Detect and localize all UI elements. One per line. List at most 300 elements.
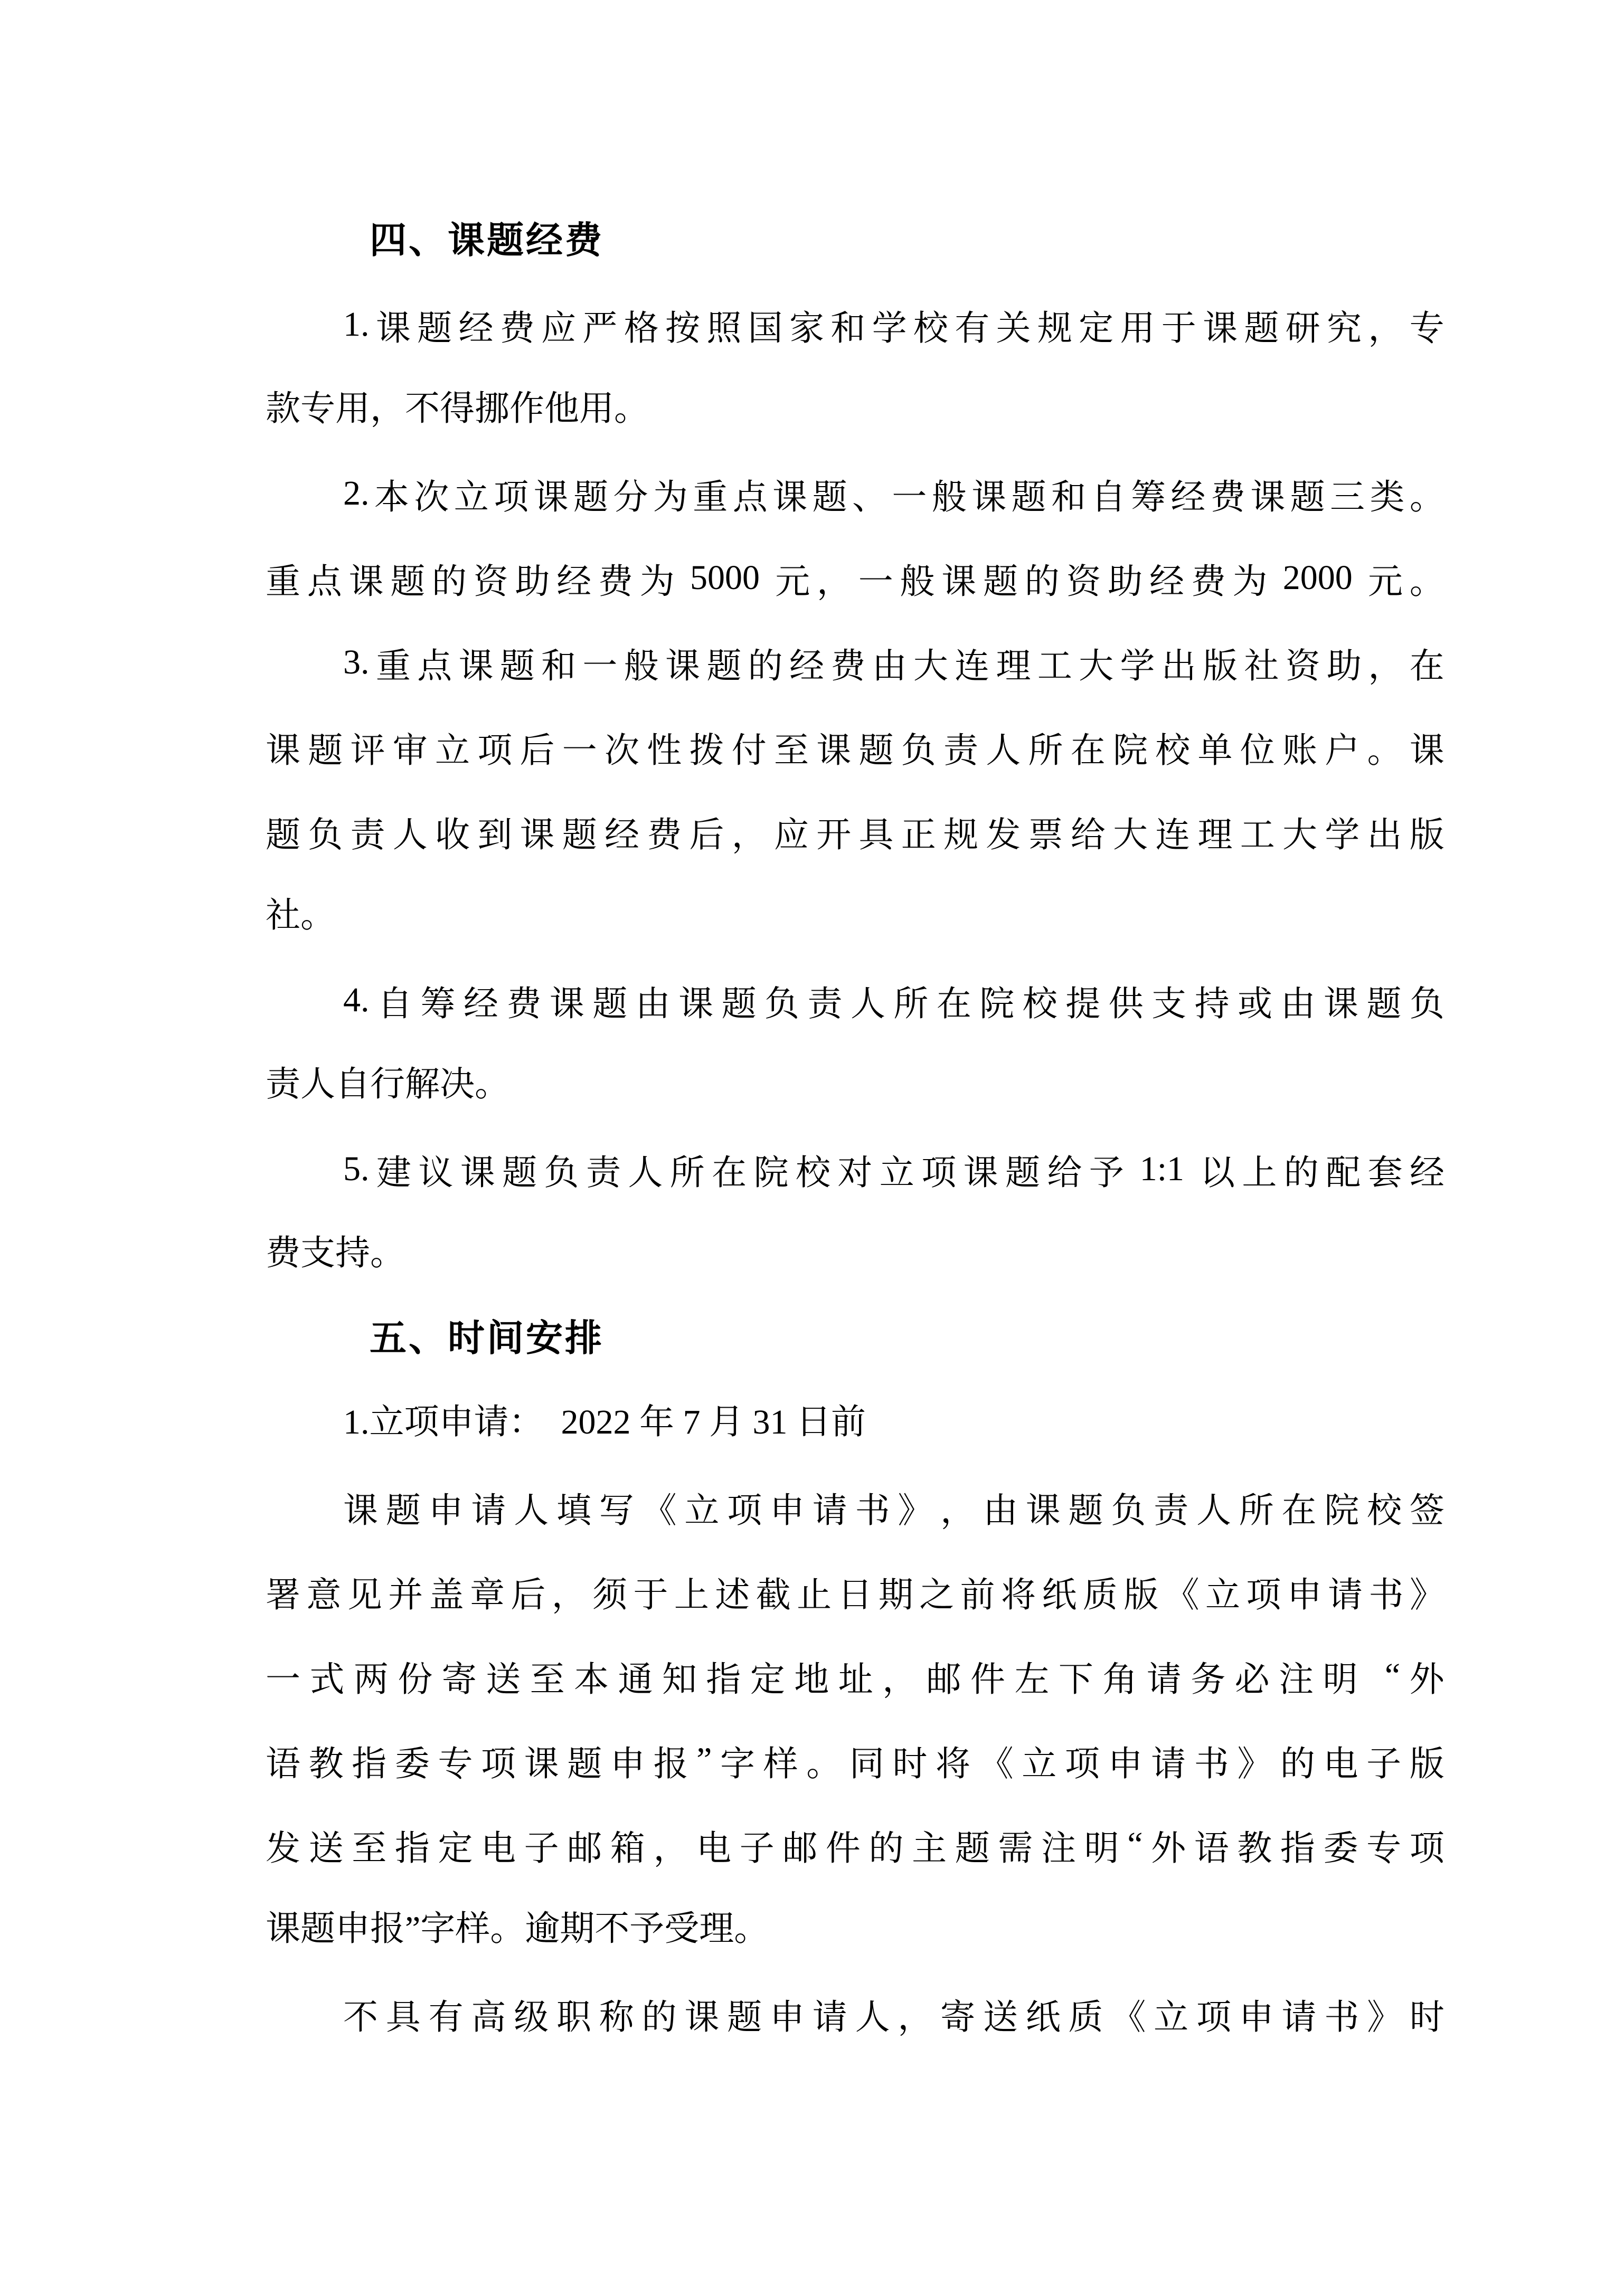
- text-token: 票: [1028, 815, 1063, 855]
- text-token: 项: [1246, 1576, 1281, 1615]
- text-token: 请: [1146, 1660, 1182, 1699]
- text-token: 的: [1280, 1744, 1315, 1783]
- text-token: 2000: [1274, 558, 1362, 597]
- text-token: 负: [1111, 1491, 1146, 1530]
- text-token: 必: [1234, 1660, 1270, 1699]
- text-token: 知: [662, 1660, 697, 1699]
- text-token: 课: [678, 984, 714, 1023]
- text-token: 格: [624, 309, 659, 348]
- text-token: 语: [1194, 1829, 1229, 1868]
- text-token: 质: [1082, 1576, 1118, 1615]
- text-token: ，: [731, 815, 767, 855]
- text-token: 点: [307, 562, 342, 601]
- text-token: 本: [574, 1660, 609, 1699]
- text-token: 重: [693, 478, 728, 517]
- text-token: 通: [618, 1660, 653, 1699]
- text-token: 经: [1170, 478, 1206, 517]
- text-token: 有: [428, 1998, 464, 2037]
- text-token: 题: [266, 815, 300, 855]
- text-token: 5000: [681, 558, 769, 597]
- text-token: 件: [970, 1660, 1005, 1699]
- text-token: 课: [533, 478, 569, 517]
- text-token: 点: [732, 478, 768, 517]
- text-token: 务: [1191, 1660, 1226, 1699]
- text-token: 大: [1282, 815, 1317, 855]
- text-token: 申: [1287, 1576, 1322, 1615]
- text-token: 一: [266, 1660, 300, 1699]
- text-token: 请: [471, 1491, 506, 1530]
- text-token: 邮: [782, 1829, 818, 1868]
- text-token: 工: [1037, 647, 1072, 686]
- text-token: 议: [418, 1153, 454, 1192]
- text-token: 题: [727, 1998, 762, 2037]
- text-token: 》: [1409, 1576, 1444, 1615]
- text-token: 给: [1047, 1153, 1082, 1192]
- text-token: 题: [1011, 478, 1046, 517]
- text-token: 课: [524, 1744, 559, 1783]
- text-token: 负: [1409, 984, 1444, 1023]
- text-token: 在: [1281, 1491, 1317, 1530]
- text-token: 题: [1290, 478, 1325, 517]
- text-token: 题: [499, 647, 535, 686]
- text-token: 资: [1285, 647, 1320, 686]
- text-token: 截: [756, 1576, 791, 1615]
- text-token: 一: [562, 731, 597, 770]
- text-token: 付: [731, 731, 767, 770]
- text-token: 次: [414, 478, 449, 517]
- text-line: [266, 1465, 1444, 1549]
- text-token: 请: [812, 1491, 847, 1530]
- text-token: 述: [715, 1576, 750, 1615]
- text-token: 《: [1164, 1576, 1200, 1615]
- text-token: 项: [1196, 1998, 1231, 2037]
- text-token: 在: [1070, 731, 1106, 770]
- text-token: 发: [266, 1829, 300, 1868]
- text-token: 人: [986, 731, 1021, 770]
- text-token: 盖: [429, 1576, 464, 1615]
- text-token: 出: [1161, 647, 1196, 686]
- text-token: 的: [748, 647, 783, 686]
- text-token: 元: [1368, 562, 1403, 601]
- text-token: 题: [562, 815, 597, 855]
- text-token: ，: [1368, 647, 1403, 686]
- text-token: 应: [541, 309, 577, 348]
- text-token: 或: [1238, 984, 1273, 1023]
- text-line: [266, 451, 1444, 536]
- text-line: 费支持。: [266, 1234, 405, 1273]
- text-token: 自: [377, 984, 412, 1023]
- text-token: 户: [1325, 731, 1360, 770]
- text-token: 寄: [940, 1998, 976, 2037]
- text-token: 寄: [441, 1660, 477, 1699]
- text-token: 立: [454, 478, 489, 517]
- section-heading: 四、课题经费: [370, 220, 604, 261]
- text-token: 为: [639, 562, 675, 601]
- text-token: 于: [1161, 309, 1196, 348]
- text-token: 费: [647, 815, 682, 855]
- text-token: 工: [1240, 815, 1275, 855]
- text-token: 课: [266, 731, 300, 770]
- text-token: 注: [1041, 1829, 1076, 1868]
- text-token: 4.: [343, 981, 370, 1019]
- text-token: 账: [1282, 731, 1317, 770]
- text-token: 关: [996, 309, 1031, 348]
- text-token: 和: [541, 647, 577, 686]
- text-token: 院: [1113, 731, 1148, 770]
- text-token: 学: [1325, 815, 1360, 855]
- text-token: 课: [375, 309, 411, 348]
- text-token: 立: [879, 1153, 914, 1192]
- text-token: 外: [1151, 1829, 1186, 1868]
- text-token: 题: [567, 1744, 602, 1783]
- text-token: 项: [494, 478, 529, 517]
- text-token: 研: [1285, 309, 1320, 348]
- text-token: 立: [1205, 1576, 1240, 1615]
- text-token: 书: [1324, 1998, 1359, 2037]
- text-token: 大: [913, 647, 948, 686]
- text-token: 项: [481, 1744, 516, 1783]
- text-token: 经: [789, 647, 824, 686]
- text-token: 址: [838, 1660, 873, 1699]
- text-token: 题: [1005, 1153, 1040, 1192]
- text-token: 经: [463, 984, 498, 1023]
- text-token: 章: [469, 1576, 505, 1615]
- text-token: 教: [308, 1744, 344, 1783]
- text-token: 样: [763, 1744, 798, 1783]
- text-line: [266, 282, 1444, 367]
- text-token: 大: [1113, 815, 1148, 855]
- text-token: 套: [1367, 1153, 1403, 1192]
- text-token: 重: [266, 562, 300, 601]
- text-token: 在: [1409, 647, 1444, 686]
- text-token: 。: [1409, 562, 1444, 601]
- text-token: 邮: [926, 1660, 961, 1699]
- text-token: 定: [750, 1660, 785, 1699]
- text-token: 对: [837, 1153, 873, 1192]
- text-token: 按: [665, 309, 700, 348]
- text-token: 指: [706, 1660, 741, 1699]
- text-token: 般: [624, 647, 659, 686]
- text-token: ，: [653, 1829, 688, 1868]
- text-line: 课题申报”字样。逾期不予受理。: [266, 1910, 769, 1948]
- text-token: 出: [1367, 815, 1402, 855]
- text-token: 日: [837, 1576, 873, 1615]
- text-token: 时: [892, 1744, 928, 1783]
- text-token: 究: [1327, 309, 1362, 348]
- text-token: 经: [458, 309, 494, 348]
- text-token: 5.: [343, 1150, 370, 1188]
- text-token: 校: [1367, 1491, 1402, 1530]
- text-token: “: [1384, 1656, 1401, 1695]
- text-token: 课: [348, 562, 384, 601]
- text-token: 和: [830, 309, 866, 348]
- text-token: 社: [1244, 647, 1279, 686]
- text-token: 为: [653, 478, 688, 517]
- text-token: 高: [471, 1998, 506, 2037]
- text-token: 题: [706, 647, 742, 686]
- text-token: 送: [308, 1829, 344, 1868]
- text-token: 课: [772, 478, 808, 517]
- text-token: 负: [764, 984, 800, 1023]
- text-token: 角: [1102, 1660, 1138, 1699]
- text-token: 一: [582, 647, 618, 686]
- text-token: 报: [653, 1744, 688, 1783]
- text-token: 的: [641, 1998, 677, 2037]
- text-token: 语: [266, 1744, 300, 1783]
- text-token: 后: [689, 815, 724, 855]
- text-token: 责: [807, 984, 843, 1023]
- text-token: 课: [1025, 1491, 1061, 1530]
- text-line: [266, 1802, 1444, 1887]
- text-token: 》: [1237, 1744, 1272, 1783]
- text-token: 用: [1120, 309, 1155, 348]
- text-token: 上: [674, 1576, 709, 1615]
- text-token: 为: [1232, 562, 1268, 601]
- text-token: ，: [882, 1660, 918, 1699]
- text-token: ，: [817, 562, 852, 601]
- text-token: 分: [613, 478, 648, 517]
- text-token: 纸: [1042, 1576, 1077, 1615]
- text-token: 人: [514, 1491, 549, 1530]
- text-token: 题: [592, 984, 628, 1023]
- text-token: 项: [477, 731, 513, 770]
- text-token: 校: [795, 1153, 830, 1192]
- text-token: 电: [481, 1829, 516, 1868]
- text-token: 定: [438, 1829, 473, 1868]
- text-token: 和: [1051, 478, 1087, 517]
- text-token: 立: [684, 1491, 720, 1530]
- text-token: 件: [825, 1829, 861, 1868]
- text-token: 课: [458, 647, 494, 686]
- text-token: 请: [812, 1998, 847, 2037]
- text-token: 专: [1366, 1829, 1402, 1868]
- text-token: 般: [900, 562, 935, 601]
- text-token: 质: [1068, 1998, 1103, 2037]
- text-token: 署: [266, 1576, 300, 1615]
- text-token: 以: [1200, 1153, 1235, 1192]
- text-token: 课: [1323, 984, 1358, 1023]
- text-token: 责: [350, 815, 385, 855]
- text-line: [266, 1718, 1444, 1802]
- text-line: [266, 705, 1444, 789]
- text-token: ，: [1368, 309, 1403, 348]
- text-token: 申: [769, 1491, 805, 1530]
- text-token: 式: [309, 1660, 345, 1699]
- text-token: 题: [983, 562, 1018, 601]
- text-token: 有: [955, 309, 990, 348]
- text-token: 课: [665, 647, 700, 686]
- text-line: [266, 536, 1444, 620]
- text-token: 《: [1111, 1998, 1146, 2037]
- text-token: 委: [394, 1744, 430, 1783]
- text-token: 性: [647, 731, 682, 770]
- text-token: 请: [1151, 1744, 1186, 1783]
- text-token: 具: [858, 815, 894, 855]
- text-token: 资: [473, 562, 508, 601]
- text-token: 费: [598, 562, 633, 601]
- text-token: 版: [1203, 647, 1238, 686]
- text-token: 元: [775, 562, 810, 601]
- text-token: 教: [1237, 1829, 1272, 1868]
- text-token: 在: [936, 984, 971, 1023]
- text-token: 题: [812, 478, 847, 517]
- text-token: 责: [943, 731, 978, 770]
- text-token: 电: [696, 1829, 732, 1868]
- text-token: 人: [855, 1998, 890, 2037]
- text-token: 书: [1194, 1744, 1229, 1783]
- text-token: 费: [506, 984, 542, 1023]
- text-token: 的: [868, 1829, 904, 1868]
- text-token: 本: [374, 478, 409, 517]
- text-token: 建: [376, 1153, 411, 1192]
- text-token: 资: [1066, 562, 1101, 601]
- text-token: 院: [979, 984, 1015, 1023]
- text-token: 理: [996, 647, 1031, 686]
- text-token: 版: [1409, 815, 1444, 855]
- text-token: 负: [901, 731, 936, 770]
- text-token: 版: [1123, 1576, 1159, 1615]
- text-token: “: [1127, 1825, 1143, 1864]
- text-token: 三: [1330, 478, 1365, 517]
- text-line: [266, 620, 1444, 705]
- text-token: 称: [599, 1998, 634, 2037]
- text-token: 题: [308, 731, 343, 770]
- text-token: ”: [696, 1741, 712, 1779]
- text-token: 题: [385, 1491, 421, 1530]
- text-token: 所: [1239, 1491, 1274, 1530]
- text-token: 外: [1409, 1660, 1444, 1699]
- text-token: 申: [769, 1998, 805, 2037]
- text-token: 写: [599, 1491, 634, 1530]
- text-token: 送: [983, 1998, 1018, 2037]
- text-token: 给: [1070, 815, 1106, 855]
- text-token: 子: [1366, 1744, 1402, 1783]
- text-token: 课: [963, 1153, 998, 1192]
- text-token: 课: [343, 1491, 378, 1530]
- text-token: 课: [684, 1998, 720, 2037]
- text-token: 前: [960, 1576, 995, 1615]
- text-token: 项: [727, 1491, 762, 1530]
- text-token: 类: [1370, 478, 1405, 517]
- text-token: 请: [1281, 1998, 1317, 2037]
- text-token: 负: [544, 1153, 579, 1192]
- text-token: 纸: [1025, 1998, 1061, 2037]
- text-line: [266, 1127, 1444, 1211]
- text-token: 书: [855, 1491, 890, 1530]
- text-token: 自: [1091, 478, 1126, 517]
- text-token: 费: [1210, 478, 1245, 517]
- text-token: 拨: [689, 731, 724, 770]
- text-token: 人: [850, 984, 885, 1023]
- text-token: 课: [941, 562, 977, 601]
- text-token: ，: [940, 1491, 976, 1530]
- text-token: 予: [1089, 1153, 1124, 1192]
- text-token: 校: [1155, 731, 1191, 770]
- text-token: 连: [955, 647, 990, 686]
- text-token: 家: [789, 309, 824, 348]
- text-token: 职: [556, 1998, 591, 2037]
- text-token: 所: [1028, 731, 1063, 770]
- text-token: 到: [477, 815, 513, 855]
- text-token: 明: [1084, 1829, 1119, 1868]
- text-token: 后: [520, 731, 555, 770]
- text-token: 严: [582, 309, 618, 348]
- text-token: 同: [849, 1744, 884, 1783]
- text-token: 时: [1409, 1998, 1444, 2037]
- text-token: 的: [432, 562, 467, 601]
- text-token: 次: [605, 731, 639, 770]
- text-token: 国: [748, 309, 783, 348]
- text-token: 级: [514, 1998, 549, 2037]
- text-token: 院: [1324, 1491, 1359, 1530]
- text-token: 理: [1197, 815, 1233, 855]
- text-token: 的: [1024, 562, 1060, 601]
- text-line: [266, 1634, 1444, 1718]
- text-token: 将: [936, 1744, 971, 1783]
- text-token: 大: [1079, 647, 1114, 686]
- text-token: 开: [816, 815, 852, 855]
- text-token: 《: [641, 1491, 677, 1530]
- text-token: 注: [1279, 1660, 1314, 1699]
- text-token: 至: [530, 1660, 565, 1699]
- text-token: 立: [1154, 1998, 1189, 2037]
- text-token: 经: [1149, 562, 1184, 601]
- text-token: 费: [499, 309, 535, 348]
- text-token: 主: [912, 1829, 947, 1868]
- text-token: 指: [1280, 1829, 1315, 1868]
- text-token: 签: [1409, 1491, 1444, 1530]
- text-token: 学: [872, 309, 907, 348]
- text-token: 评: [350, 731, 385, 770]
- text-token: 题: [1244, 309, 1279, 348]
- text-token: 经: [1410, 1153, 1444, 1192]
- text-token: 份: [398, 1660, 433, 1699]
- text-token: 助: [515, 562, 550, 601]
- text-token: 并: [388, 1576, 423, 1615]
- text-line: 责人自行解决。: [266, 1065, 509, 1104]
- text-token: 课: [549, 984, 584, 1023]
- text-token: 位: [1240, 731, 1275, 770]
- text-token: 》: [1367, 1998, 1402, 2037]
- text-token: 课: [1409, 731, 1444, 770]
- text-token: 责: [1154, 1491, 1189, 1530]
- text-token: 一: [858, 562, 893, 601]
- text-token: 负: [308, 815, 343, 855]
- text-token: 专: [1409, 309, 1444, 348]
- text-line: [266, 789, 1444, 874]
- text-token: 题: [417, 309, 452, 348]
- text-token: 1:1: [1131, 1150, 1193, 1188]
- text-token: 需: [998, 1829, 1033, 1868]
- text-token: 重: [375, 647, 411, 686]
- text-token: 规: [1037, 309, 1072, 348]
- text-token: 下: [1058, 1660, 1093, 1699]
- text-token: 见: [347, 1576, 382, 1615]
- text-token: 收: [435, 815, 470, 855]
- text-token: 2.: [343, 474, 370, 513]
- text-token: 点: [417, 647, 452, 686]
- text-token: 项: [1064, 1744, 1100, 1783]
- text-token: 不: [343, 1998, 378, 2037]
- text-token: 所: [893, 984, 929, 1023]
- text-token: 校: [1022, 984, 1058, 1023]
- text-token: 题: [955, 1829, 990, 1868]
- text-token: 题: [1366, 984, 1402, 1023]
- text-token: 定: [1079, 309, 1114, 348]
- text-token: 之: [919, 1576, 955, 1615]
- text-token: 人: [1196, 1491, 1231, 1530]
- text-token: 课: [1203, 309, 1238, 348]
